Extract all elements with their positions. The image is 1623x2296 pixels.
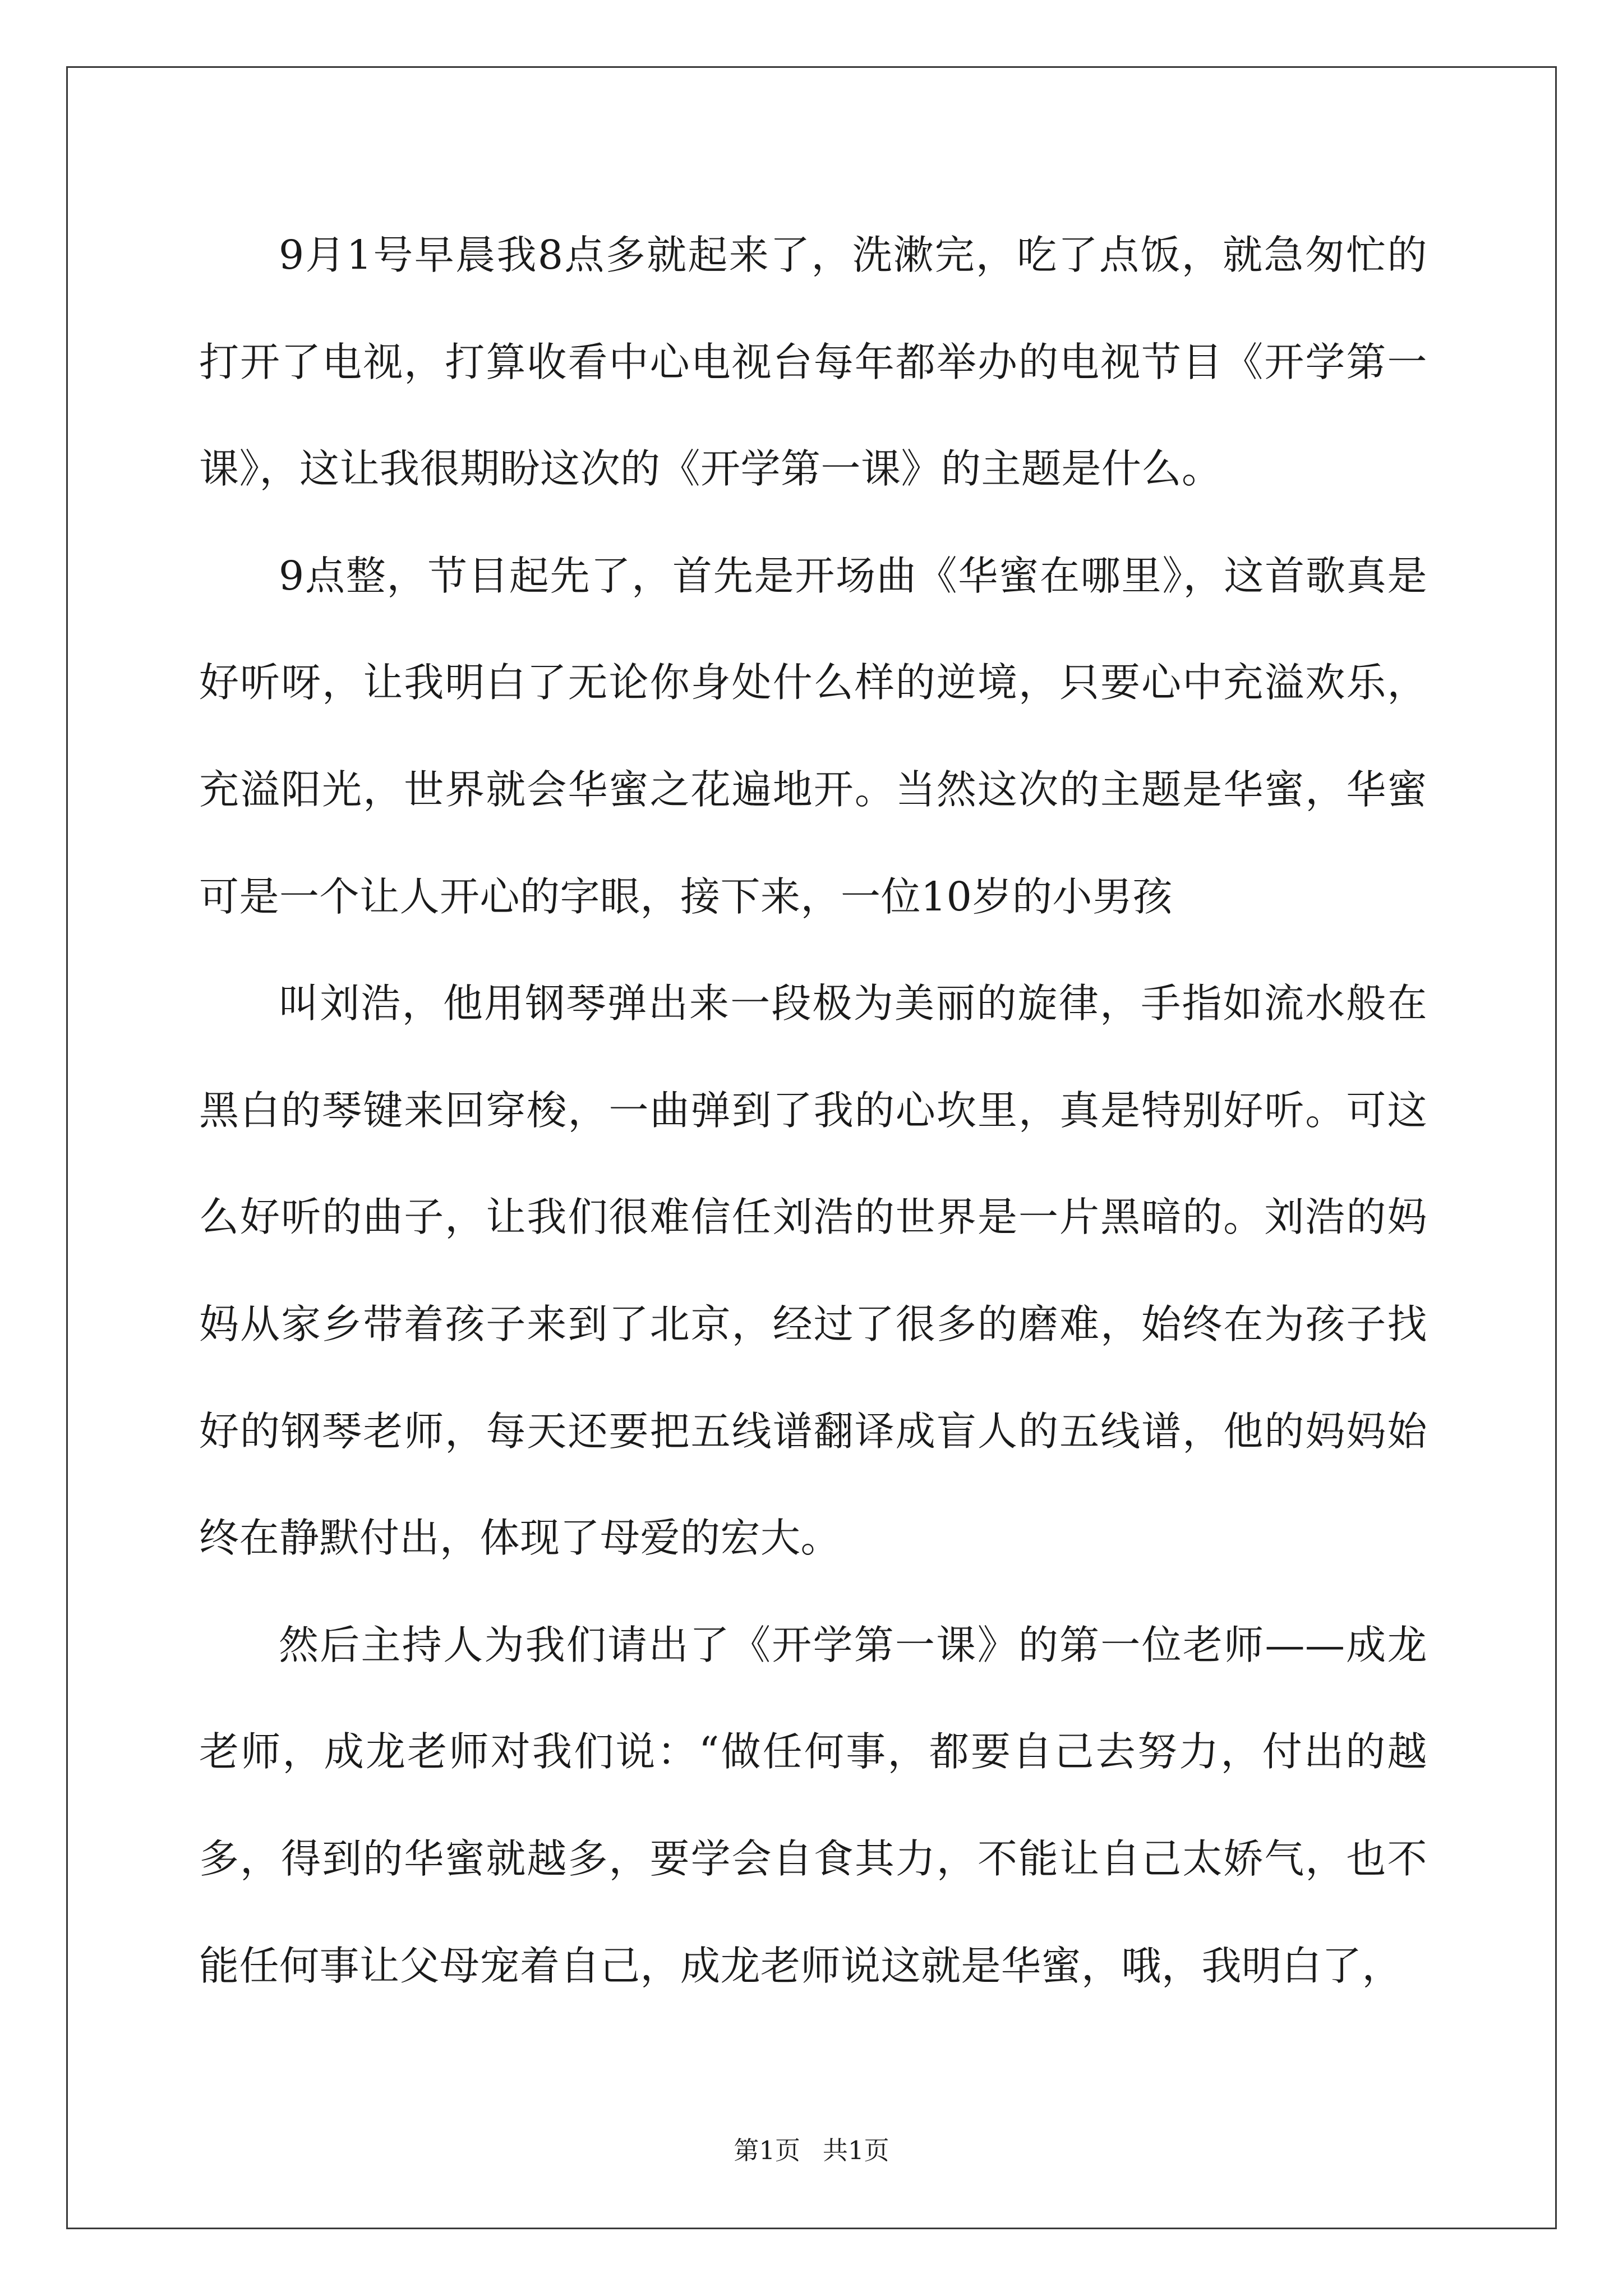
page-number: 第1页 — [734, 2136, 800, 2165]
page-footer — [0, 2130, 1623, 2166]
document-body — [199, 202, 1427, 2019]
paragraph-3: 叫刘浩，他用钢琴弹出来一段极为美丽的旋律，手指如流水般在黑白的琴键来回穿梭，一曲弹到了我的心坎里，真是特别好听。可这么好听的曲子，让我们很难信任刘浩的世界是一片黑暗的。刘浩的妈妈从家乡带着孩子来到了北京，经过了很多的磨难，始终在为孩子找好的钢琴老师，每天还要把五线谱翻译成盲人的五线谱，他的妈妈始终在静默付出，体现了母爱的宏大。 — [199, 980, 1427, 1562]
page-total: 共1页 — [823, 2136, 889, 2165]
paragraph-2: 9点整，节目起先了，首先是开场曲《华蜜在哪里》，这首歌真是好听呀，让我明白了无论你身处什么样的逆境，只要心中充溢欢乐，充溢阳光，世界就会华蜜之花遍地开。当然这次的主题是华蜜，华蜜可是一个让人开心的字眼，接下来，一位10岁的小男孩 — [199, 552, 1427, 920]
paragraph-4: 然后主持人为我们请出了《开学第一课》的第一位老师——成龙老师，成龙老师对我们说：“做任何事，都要自己去努力，付出的越多，得到的华蜜就越多，要学会自食其力，不能让自己太娇气，也不能任何事让父母宠着自己，成龙老师说这就是华蜜，哦，我明白了， — [199, 1621, 1427, 1989]
paragraph-1: 9月1号早晨我8点多就起来了，洗漱完，吃了点饭，就急匆忙的打开了电视，打算收看中心电视台每年都举办的电视节目《开学第一课》，这让我很期盼这次的《开学第一课》的主题是什么。 — [199, 232, 1427, 493]
